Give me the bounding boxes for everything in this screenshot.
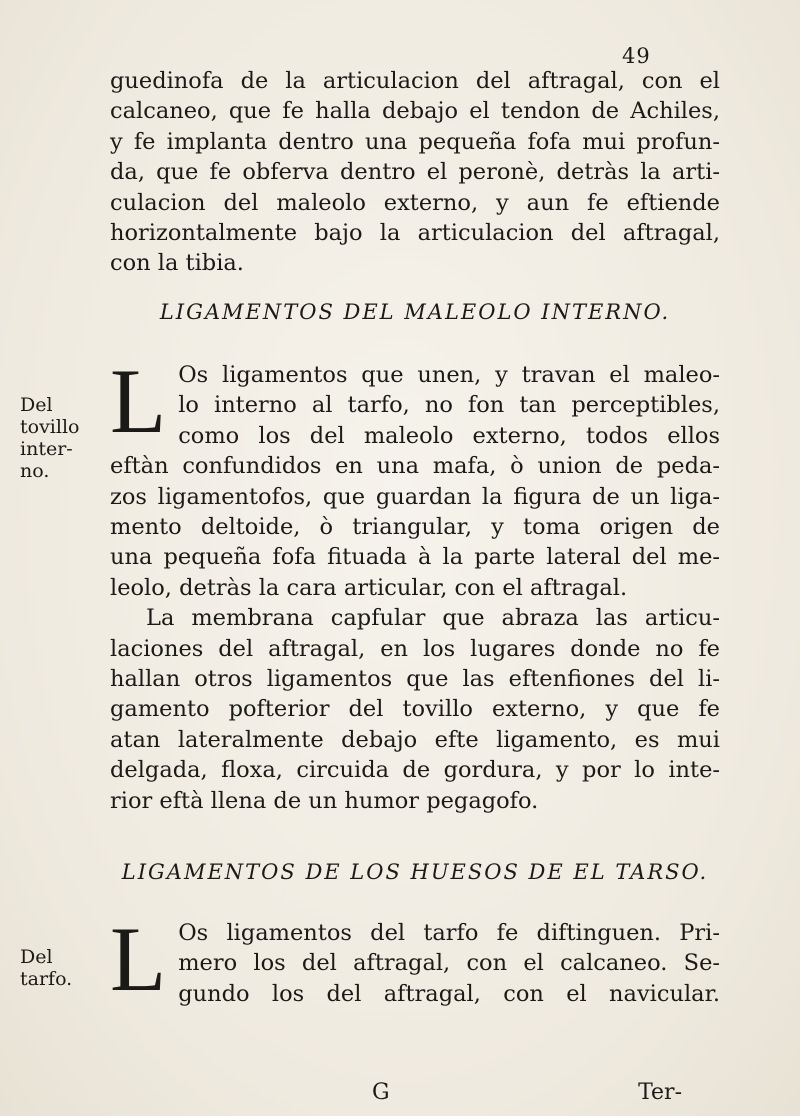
text-line: culacion del maleolo externo, y aun fe eftiende	[110, 189, 720, 216]
margin-note-line: inter-	[20, 438, 73, 460]
margin-note-line: no.	[20, 460, 50, 482]
margin-note-line: Del	[20, 394, 53, 416]
text-line: da, que fe obferva dentro el peronè, detràs la arti-	[110, 159, 720, 186]
text-line: horizontalmente bajo la articulacion del aftragal,	[110, 220, 720, 247]
text-line: mero los del aftragal, con el calcaneo. Se-	[178, 950, 720, 977]
margin-note-line: Del	[20, 946, 53, 968]
paragraph	[110, 908, 720, 1010]
text-line: y fe implanta dentro una pequeña fofa mui profun-	[110, 128, 720, 155]
text-line: laciones del aftragal, en los lugares donde no fe	[110, 635, 720, 662]
drop-capital: L	[110, 350, 167, 452]
text-line: La membrana capfular que abraza las articu-	[146, 605, 720, 632]
text-line: una pequeña fofa fituada à la parte lateral del me-	[110, 544, 720, 571]
text-line: Os ligamentos del tarfo fe diftinguen. Pri-	[178, 920, 720, 946]
margin-note-line: tovillo	[20, 416, 80, 438]
margin-note	[20, 946, 90, 990]
text-line: eftàn confundidos en una mafa, ò union de peda-	[110, 453, 720, 480]
page-footer	[110, 1080, 720, 1106]
text-line: Os ligamentos que unen, y travan el maleo-	[178, 362, 720, 388]
text-line: calcaneo, que fe halla debajo el tendon de Achiles,	[110, 98, 720, 125]
text-line: gamento pofterior del tovillo externo, y que fe	[110, 696, 720, 723]
section-heading: LIGAMENTOS DEL MALEOLO INTERNO.	[159, 300, 671, 324]
text-line: con la tibia.	[110, 250, 244, 277]
text-line: delgada, floxa, circuida de gordura, y por lo inte-	[110, 757, 720, 784]
margin-note-line: tarfo.	[20, 968, 73, 990]
paragraph	[110, 603, 720, 816]
text-line: guedinofa de la articulacion del aftragal, con el	[110, 68, 720, 94]
text-line: atan lateralmente debajo efte ligamento, es mui	[110, 726, 720, 753]
margin-note	[20, 394, 90, 482]
text-line: lo interno al tarfo, no fon tan perceptibles,	[178, 392, 720, 419]
page-number: 49	[622, 44, 651, 68]
text-line: hallan otros ligamentos que las eftenfiones del li-	[110, 666, 720, 693]
text-line: gundo los del aftragal, con el navicular.	[178, 980, 720, 1007]
section-body	[110, 350, 720, 816]
opening-paragraph	[110, 66, 720, 279]
section-heading: LIGAMENTOS DE LOS HUESOS DE EL TARSO.	[121, 860, 709, 884]
text-line: como los del maleolo externo, todos ellos	[178, 422, 720, 449]
text-line: leolo, detràs la cara articular, con el aftragal.	[110, 574, 628, 601]
paragraph	[110, 350, 720, 603]
signature-mark: G	[372, 1080, 390, 1105]
text-line: rior eftà llena de un humor pegagofo.	[110, 787, 539, 814]
drop-capital: L	[110, 908, 167, 1010]
catchword: Ter-	[638, 1080, 682, 1105]
section-body	[110, 908, 720, 1010]
text-line: mento deltoide, ò triangular, y toma origen de	[110, 514, 720, 541]
text-line: zos ligamentofos, que guardan la figura de un liga-	[110, 483, 720, 510]
